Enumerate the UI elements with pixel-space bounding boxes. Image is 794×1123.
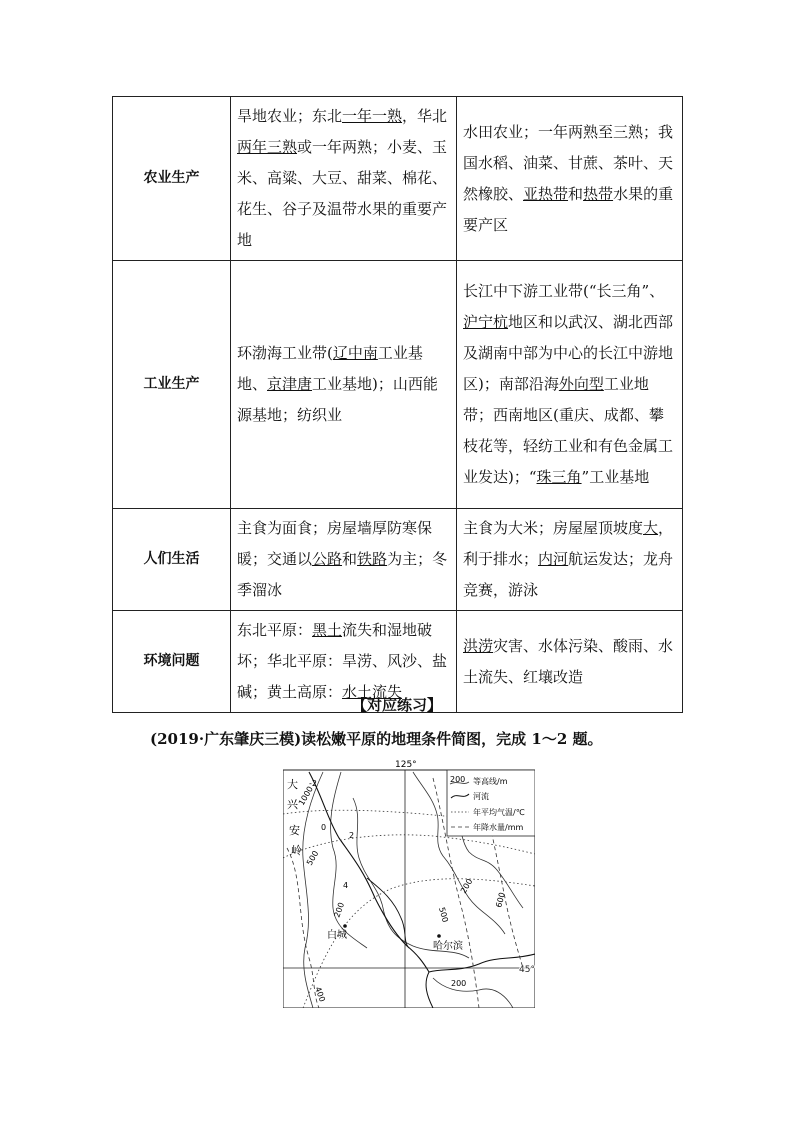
- row-header: 人们生活: [113, 509, 231, 611]
- practice-heading: 【对应练习】: [351, 696, 442, 714]
- cell-text: 和: [568, 184, 584, 203]
- cell-text: 主食为面食；房屋墙厚防寒保暖；交通以: [237, 519, 433, 568]
- cell-text: 东北平原：: [237, 621, 313, 639]
- lat-label: 45°: [519, 965, 535, 975]
- legend-precip: 年降水量/mm: [473, 823, 524, 832]
- mountain-label: 大: [287, 778, 298, 791]
- contour-label: 1000: [296, 784, 315, 807]
- underlined-text: 热带: [583, 184, 614, 203]
- underlined-text: 京津唐: [267, 375, 313, 393]
- legend-river: 河流: [473, 792, 489, 801]
- underlined-text: 铁路: [357, 550, 388, 568]
- cell-text: 水果的重要产区: [463, 184, 674, 234]
- cell-text: 工业地带；西南地区(重庆、成都、攀枝花等，轻纺工业和有色金属工业发达)；“: [463, 375, 674, 486]
- underlined-text: 两年三熟: [237, 138, 298, 156]
- cell-text: 主食为大米；房屋屋顶坡度: [463, 519, 644, 537]
- map-legend: [447, 770, 535, 836]
- isohyet-label: 400: [313, 985, 327, 1004]
- cell-text: 水田农业；一年两熟至三熟；我国水稻、油菜、甘蔗、茶叶、天然橡胶、: [463, 122, 674, 203]
- cell-text: 和: [342, 550, 358, 568]
- lon-label: 125°: [395, 760, 417, 770]
- underlined-text: 公路: [312, 550, 343, 568]
- cell-text: ，利于排水；: [463, 519, 674, 568]
- cell-text: 工业基地、: [237, 344, 423, 393]
- cell-text: 灾害、水体污染、酸雨、水土流失、红壤改造: [463, 636, 674, 686]
- cell-text: 地区和以武汉、湖北西部及湖南中部为中心的长江中游地区)；南部沿海: [463, 313, 674, 393]
- underlined-text: 黑土: [312, 621, 343, 639]
- cell-text: 为主；冬季溜冰: [237, 550, 448, 599]
- isohyet-label: 600: [494, 891, 507, 909]
- row-header: 工业生产: [113, 261, 231, 509]
- cell-text: 工业基地)；山西能源基地；纺织业: [237, 375, 438, 424]
- row-header: 环境问题: [113, 611, 231, 713]
- table-row: [113, 509, 683, 611]
- legend-sample-value: 200: [450, 775, 466, 784]
- underlined-text: 水土流失: [342, 683, 403, 701]
- underlined-text: 沪宁杭: [463, 313, 509, 331]
- contour-label: 200: [332, 901, 347, 919]
- isohyet-label: 500: [437, 906, 450, 924]
- mountain-label: 岭: [291, 844, 302, 857]
- comparison-table: [112, 96, 683, 713]
- cell-text: 长江中下游工业带(“长三角”、: [463, 282, 665, 300]
- south-cell: [457, 97, 683, 261]
- cell-text: 流失和湿地破坏；华北平原：旱涝、风沙、盐碱；黄土高原：: [237, 621, 448, 701]
- songnen-plain-map: [283, 758, 535, 1008]
- south-cell: [457, 261, 683, 509]
- contour-label: 200: [458, 877, 475, 895]
- row-header: 农业生产: [113, 97, 231, 261]
- underlined-text: 一年一熟: [342, 107, 403, 125]
- table-row: [113, 261, 683, 509]
- isotherm-label: -2: [309, 779, 317, 788]
- question-text: (2019·广东肇庆三模)读松嫩平原的地理条件简图，完成 1～2 题。: [150, 730, 603, 748]
- city-label-baicheng: 白城: [327, 930, 347, 941]
- isotherm-label: 2: [349, 831, 355, 840]
- north-cell: [231, 97, 457, 261]
- underlined-text: 内河: [538, 550, 569, 568]
- underlined-text: 大: [643, 519, 659, 537]
- cell-text: 航运发达；龙舟竞赛，游泳: [463, 550, 674, 599]
- underlined-text: 外向型: [558, 375, 604, 393]
- legend-contour: 等高线/m: [473, 777, 508, 786]
- mountain-label: 安: [289, 824, 300, 837]
- contour-label: 500: [304, 849, 321, 867]
- underlined-text: 辽中南: [332, 344, 378, 362]
- cell-text: ，华北: [402, 107, 448, 125]
- underlined-text: 亚热带: [523, 184, 569, 203]
- underlined-text: 洪涝: [463, 636, 494, 655]
- mountain-label: 兴: [287, 798, 298, 811]
- table-row: [113, 97, 683, 261]
- north-cell: [231, 509, 457, 611]
- cell-text: 或一年两熟；小麦、玉米、高粱、大豆、甜菜、棉花、花生、谷子及温带水果的重要产地: [237, 138, 448, 249]
- contour-label: 200: [451, 979, 467, 988]
- north-cell: [231, 261, 457, 509]
- cell-text: 旱地农业；东北: [237, 107, 343, 125]
- cell-text: 环渤海工业带(: [237, 344, 333, 362]
- cell-text: ”工业基地: [581, 468, 650, 486]
- city-label-harbin: 哈尔滨: [433, 941, 463, 952]
- south-cell: [457, 509, 683, 611]
- isotherm-label: 0: [321, 823, 327, 832]
- table-body: [113, 97, 683, 713]
- legend-temp: 年平均气温/℃: [473, 808, 525, 817]
- isotherm-label: 4: [343, 881, 349, 890]
- underlined-text: 珠三角: [536, 468, 582, 486]
